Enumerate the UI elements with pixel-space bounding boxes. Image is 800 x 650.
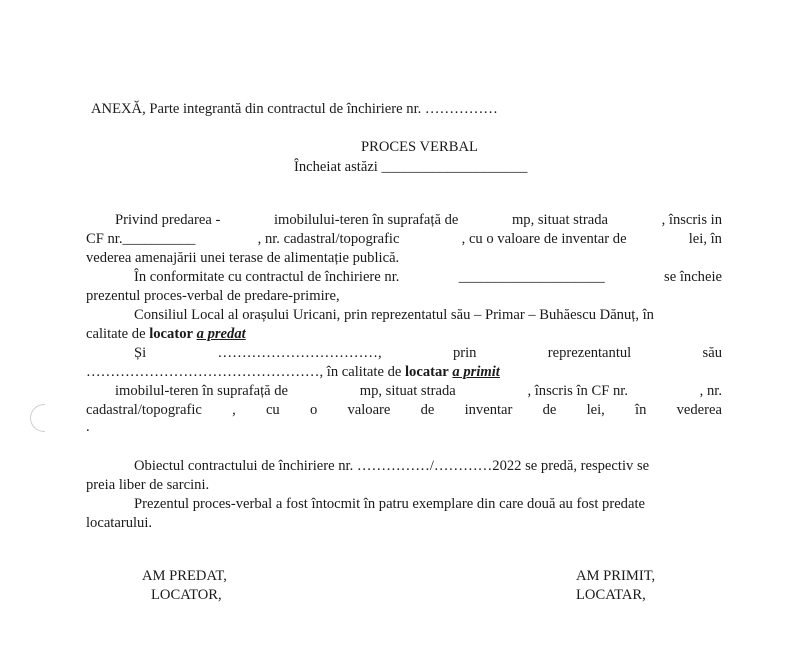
para4-line3: [115, 382, 722, 400]
para4-line5: .: [86, 419, 90, 435]
annex-header: ANEXĂ, Parte integrantă din contractul de închiriere nr. ……………: [91, 101, 498, 117]
signature-right-title: AM PRIMIT,: [576, 568, 656, 584]
para4-line2: [86, 363, 500, 381]
para6-line2: locatarului.: [86, 515, 153, 531]
text-fragment: cu: [265, 402, 280, 418]
para5-line2: preia liber de sarcini.: [86, 477, 210, 493]
text-fragment: Și: [134, 345, 147, 361]
text-fragment: de: [542, 402, 557, 418]
para1-line1: [115, 211, 722, 229]
text-fragment: inventar: [464, 402, 513, 418]
signature-right-role: LOCATAR,: [576, 587, 646, 603]
para3-line2: [86, 325, 246, 343]
role-action-predat: a predat: [196, 326, 246, 342]
text-fragment: …………………………………………, în calitate de: [86, 364, 405, 380]
text-fragment: imobilului-teren în suprafață de: [273, 212, 459, 228]
text-fragment: ____________________: [458, 269, 605, 285]
text-fragment: mp, situat strada: [359, 383, 456, 399]
text-fragment: valoare: [347, 402, 391, 418]
role-locator: locator: [149, 326, 193, 342]
para4-line4: [86, 401, 722, 419]
text-fragment: cadastral/topografic: [86, 402, 202, 418]
text-fragment: lei,: [586, 402, 605, 418]
para2-line1: [134, 268, 722, 286]
document-title: PROCES VERBAL: [361, 139, 478, 155]
para6-line1: Prezentul proces-verbal a fost întocmit în patru exemplare din care două au fost predate: [134, 496, 645, 512]
text-fragment: prin: [452, 345, 477, 361]
para2-line2: prezentul proces-verbal de predare-primire,: [86, 288, 340, 304]
text-fragment: imobilul-teren în suprafață de: [115, 383, 289, 399]
role-locatar: locatar: [405, 364, 449, 380]
text-fragment: ,: [232, 402, 236, 418]
para1-line3: vederea amenajării unei terase de alimentație publică.: [86, 250, 400, 266]
text-fragment: de: [420, 402, 435, 418]
text-fragment: În conformitate cu contractul de închiriere nr.: [134, 269, 400, 285]
para5-line1: Obiectul contractului de închiriere nr. ……………/…………2022 se predă, respectiv se: [134, 458, 650, 474]
para1-line2: [86, 230, 722, 248]
para4-line1: [134, 344, 722, 362]
text-fragment: ……………………………,: [217, 345, 382, 361]
role-action-primit: a primit: [452, 364, 500, 380]
text-fragment: Privind predarea -: [115, 212, 221, 228]
text-fragment: mp, situat strada: [511, 212, 608, 228]
text-fragment: o: [309, 402, 318, 418]
text-fragment: , nr.: [699, 383, 722, 399]
text-fragment: reprezentantul: [547, 345, 632, 361]
text-fragment: în: [635, 402, 647, 418]
signature-left-role: LOCATOR,: [151, 587, 222, 603]
text-fragment: calitate de: [86, 326, 150, 342]
scan-artifact: [30, 404, 45, 432]
signature-left-title: AM PREDAT,: [142, 568, 227, 584]
text-fragment: , înscris in: [661, 212, 722, 228]
text-fragment: său: [702, 345, 722, 361]
text-fragment: vederea: [676, 402, 722, 418]
text-fragment: lei, în: [688, 231, 722, 247]
text-fragment: , înscris în CF nr.: [527, 383, 628, 399]
text-fragment: se încheie: [664, 269, 722, 285]
text-fragment: , cu o valoare de inventar de: [461, 231, 627, 247]
text-fragment: CF nr.__________: [86, 231, 196, 247]
para3-line1: Consiliul Local al orașului Uricani, prin reprezentatul său – Primar – Buhăescu Dănuț, în: [134, 307, 654, 323]
text-fragment: , nr. cadastral/topografic: [257, 231, 400, 247]
document-date-line: Încheiat astăzi ____________________: [294, 159, 528, 175]
